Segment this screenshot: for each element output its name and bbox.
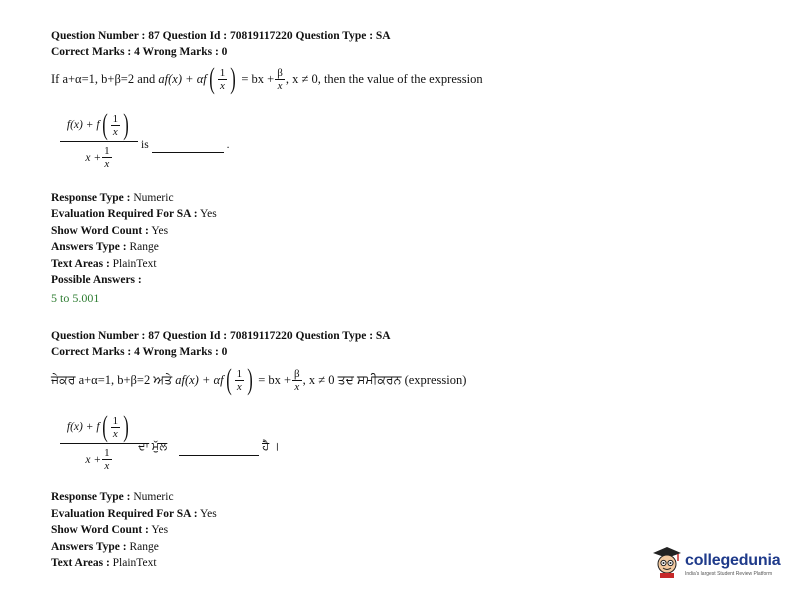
logo-tagline: India's largest Student Review Platform bbox=[685, 571, 773, 577]
expression-fraction: f(x) + f ( $\frac{1}{x}$ ) x + $\frac{1}{x}$ bbox=[60, 112, 138, 170]
marks-line-2: Correct Marks : 4 Wrong Marks : 0 bbox=[51, 346, 228, 358]
marks-line: Correct Marks : 4 Wrong Marks : 0 bbox=[51, 46, 228, 58]
meta-possible-answers: Possible Answers : bbox=[51, 274, 142, 286]
expression-fraction-2: f(x) + f ( $\frac{1}{x}$ ) x + $\frac{1}{x}$ bbox=[60, 414, 138, 472]
one-over-x-fraction: $\frac{1}{x}$ bbox=[219, 66, 226, 92]
meta-text-areas: Text Areas : PlainText bbox=[51, 258, 157, 270]
answer-blank-line bbox=[141, 139, 230, 151]
meta-evaluation: Evaluation Required For SA : Yes bbox=[51, 208, 217, 220]
statement-prefix-2: ਜੇਕਰ a+α=1, b+β=2 ਅਤੇ bbox=[51, 372, 173, 387]
value-word: ਦਾ ਮੁੱਲ bbox=[138, 441, 168, 453]
condition-text-2: , x ≠ 0 ਤਦ ਸਮੀਕਰਨ (expression) bbox=[302, 372, 467, 387]
fx-term: af(x) bbox=[158, 71, 183, 86]
meta-word-count: Show Word Count : Yes bbox=[51, 225, 169, 237]
end-word: ਹੈ । bbox=[262, 441, 280, 453]
denominator-x: x + bbox=[85, 151, 102, 164]
meta-text-areas-2: Text Areas : PlainText bbox=[51, 557, 157, 569]
meta-response-type-2: Response Type : Numeric bbox=[51, 491, 174, 503]
meta-word-count-2: Show Word Count : Yes bbox=[51, 524, 169, 536]
numerator-fx: f(x) + f bbox=[66, 119, 100, 131]
answer-blank-line-2 bbox=[138, 441, 280, 454]
logo-name: collegedunia bbox=[685, 552, 781, 569]
alpha-f-term: + αf bbox=[185, 71, 207, 86]
bx-term: = bx + bbox=[241, 71, 275, 86]
statement-prefix: If a+α=1, b+β=2 and bbox=[51, 71, 156, 86]
beta-over-x-fraction: $\frac{\beta}{x}$ bbox=[277, 66, 283, 92]
meta-response-type: Response Type : Numeric bbox=[51, 192, 174, 204]
question-header: Question Number : 87 Question Id : 70819117220 Question Type : SA bbox=[51, 30, 391, 42]
is-word: is bbox=[141, 139, 149, 151]
end-period: . bbox=[226, 139, 230, 151]
question-statement: If a+α=1, b+β=2 and af(x) + αf ( $\frac{1}{x}$ ) = bx + $\frac{\beta}{x}$ , x ≠ 0, then the value of the expression bbox=[51, 62, 483, 95]
condition-text: , x ≠ 0, then the value of the expression bbox=[285, 71, 483, 86]
question-statement-2: ਜੇਕਰ a+α=1, b+β=2 ਅਤੇ af(x) + αf ( $\frac{1}{x}$ ) = bx + $\frac{\beta}{x}$ , x ≠ 0 ਤਦ ਸਮੀਕਰਨ (expression) bbox=[51, 363, 467, 396]
possible-answer-value: 5 to 5.001 bbox=[51, 291, 100, 305]
answer-blank-2 bbox=[179, 455, 259, 456]
collegedunia-logo bbox=[652, 546, 780, 583]
meta-answers-type: Answers Type : Range bbox=[51, 241, 159, 253]
student-mascot-icon bbox=[652, 546, 682, 583]
answer-blank bbox=[152, 152, 224, 153]
question-header-2: Question Number : 87 Question Id : 70819117220 Question Type : SA bbox=[51, 330, 391, 342]
meta-answers-type-2: Answers Type : Range bbox=[51, 541, 159, 553]
meta-evaluation-2: Evaluation Required For SA : Yes bbox=[51, 508, 217, 520]
